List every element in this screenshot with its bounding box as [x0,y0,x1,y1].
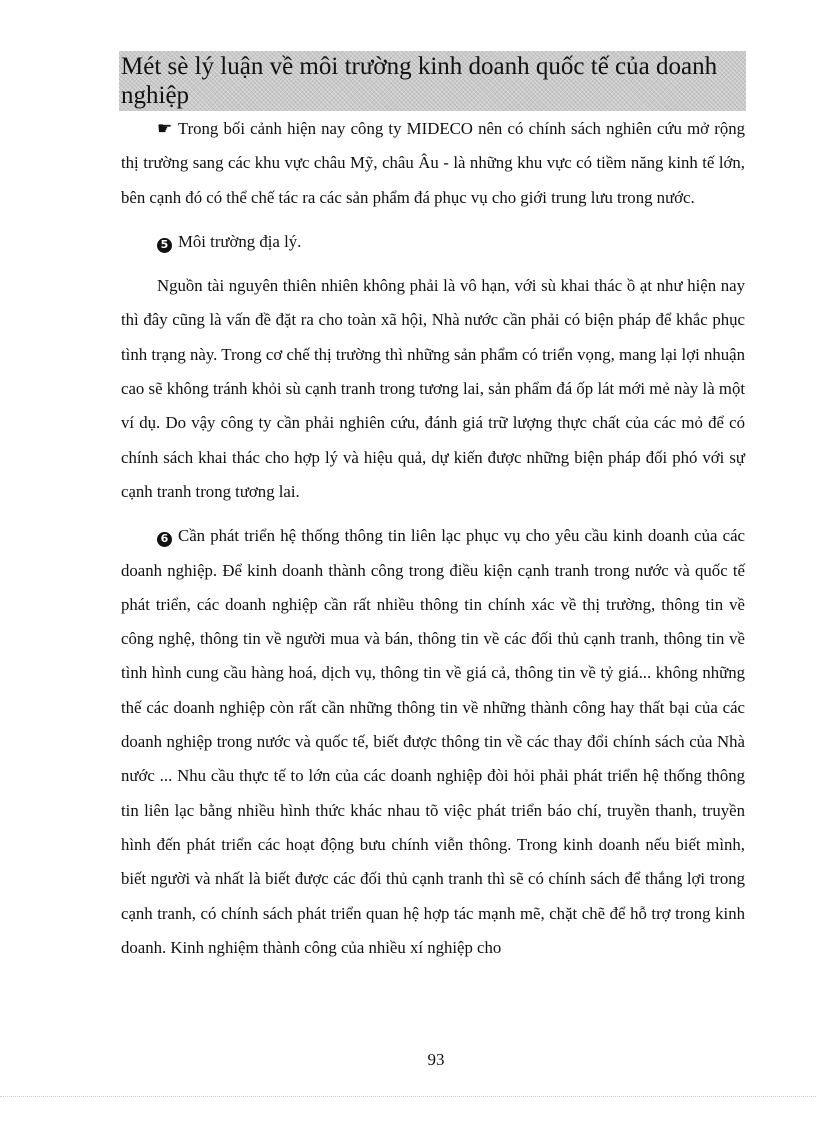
heading-geography [121,225,745,259]
pointing-hand-icon: ☛ [157,119,173,138]
page-number: 93 [427,1050,445,1069]
paragraph-text: Trong bối cảnh hiện nay công ty MIDECO nên có chính sách nghiên cứu mở rộng thị trường sang các khu vực châu Mỹ, châu Âu - là những khu vực có tiềm năng kinh tế lớn, bên cạnh đó có thể chế tác ra các sản phẩm đá phục vụ cho giới trung lưu trong nước. [121,119,745,207]
paragraph-mideco [121,112,745,215]
paragraph-text: Cần phát triển hệ thống thông tin liên lạc phục vụ cho yêu cầu kinh doanh của các doanh nghiệp. Để kinh doanh thành công trong điều kiện cạnh tranh trong nước và quốc tế phát triển, các doanh nghiệp cần rất nhiều thông tin chính xác về thị trường, thông tin về công nghệ, thông tin về người mua và bán, thông tin về các đối thủ cạnh tranh, thông tin về tình hình cung cầu hàng hoá, dịch vụ, thông tin về giá cả, thông tin về tỷ giá... không những thế các doanh nghiệp còn rất cần những thông tin về những thành công hay thất bại của các doanh nghiệp trong nước và quốc tế, biết được thông tin về các thay đổi chính sách của Nhà nước ... Nhu cầu thực tế to lớn của các doanh nghiệp đòi hỏi phải phát triển hệ thống thông tin liên lạc bằng nhiều hình thức khác nhau tõ việc phát triển báo chí, truyền thanh, truyền hình đến phát triển các hoạt động bưu chính viễn thông. Trong kinh doanh nếu biết mình, biết người và nhất là biết được các đối thủ cạnh tranh thì sẽ có chính sách để thắng lợi trong cạnh tranh, có chính sách phát triển quan hệ hợp tác mạnh mẽ, chặt chẽ để hỗ trợ trong kinh doanh. Kinh nghiệm thành công của nhiều xí nghiệp cho [121,526,745,957]
paragraph-text: Môi trường địa lý. [178,231,302,251]
footer-divider [0,1096,816,1097]
paragraph-text: Nguồn tài nguyên thiên nhiên không phải là vô hạn, với sù khai thác ồ ạt như hiện nay thì đây cũng là vấn đề đặt ra cho toàn xã hội, Nhà nước cần phải có biện pháp để khắc phục tình trạng này. Trong cơ chế thị trường thì những sản phẩm có triển vọng, mang lại lợi nhuận cao sẽ không tránh khỏi sù cạnh tranh trong tương lai, sản phẩm đá ốp lát mới mẻ này là một ví dụ. Do vậy công ty cần phải nghiên cứu, đánh giá trữ lượng thực chất của các mỏ để có chính sách khai thác cho hợp lý và hiệu quả, dự kiến được những biện pháp đối phó với sự cạnh tranh trong tương lai. [121,276,745,501]
paragraph-resources [121,269,745,509]
page-header-title: Mét sè lý luận về môi trường kinh doanh quốc tế của doanh nghiệp [121,53,718,109]
circled-number-five-icon: 5 [157,238,172,253]
paragraph-communication [121,519,745,965]
circled-number-six-icon: 6 [157,532,172,547]
document-body [121,112,745,965]
